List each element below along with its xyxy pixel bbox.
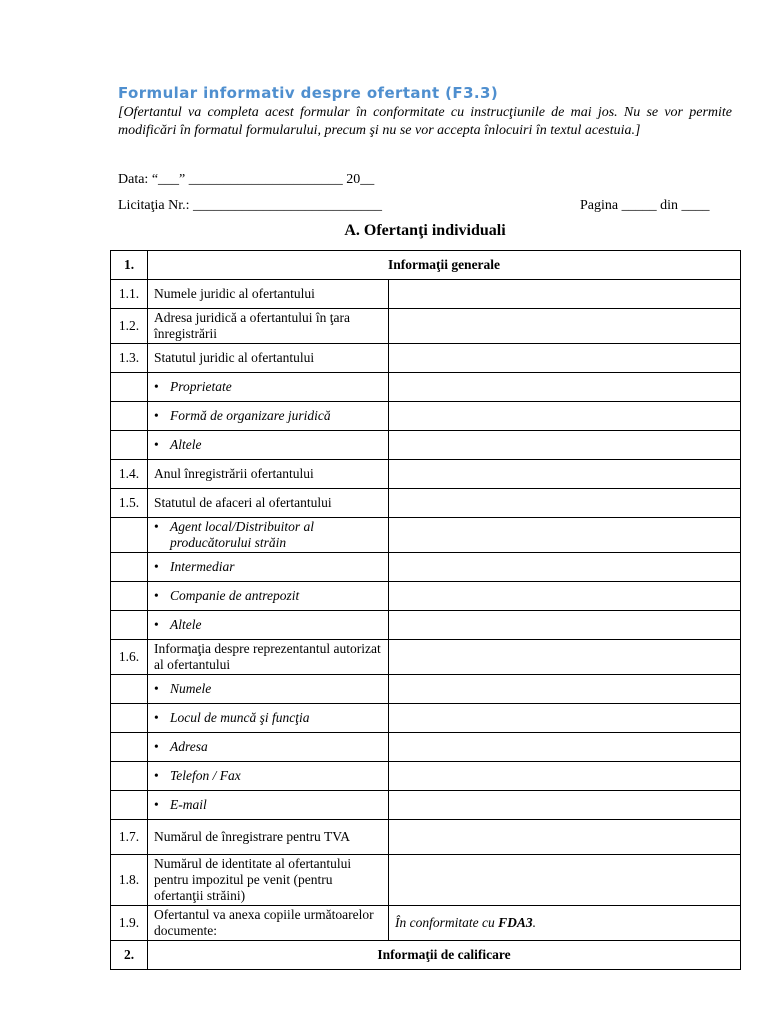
table-row (111, 640, 741, 675)
table-row (111, 762, 741, 791)
section-heading: A. Ofertanţi individuali (344, 222, 506, 239)
table-row (111, 675, 741, 704)
header-title: Informaţii generale (148, 251, 741, 280)
table-row (111, 906, 741, 941)
row-number: 1.9. (111, 906, 148, 941)
list-item: • Locul de muncă şi funcţia (148, 704, 389, 733)
table-row (111, 280, 741, 309)
list-item: • Telefon / Fax (148, 762, 389, 791)
header-number: 1. (111, 251, 148, 280)
value-cell[interactable] (389, 704, 741, 733)
table-row (111, 460, 741, 489)
table-row (111, 373, 741, 402)
header-title: Informaţii de calificare (148, 941, 741, 970)
row-label: Numărul de identitate al ofertantului pentru impozitul pe venit (pentru ofertanţii străini) (148, 855, 389, 906)
form-title: Formular informativ despre ofertant (F3.3) (118, 84, 499, 102)
list-item: • Proprietate (148, 373, 389, 402)
value-cell[interactable] (389, 431, 741, 460)
table-row (111, 820, 741, 855)
row-number: 1.4. (111, 460, 148, 489)
value-cell[interactable] (389, 675, 741, 704)
value-cell[interactable] (389, 373, 741, 402)
list-item: • Altele (148, 611, 389, 640)
row-label: Ofertantul va anexa copiile următoarelor documente: (148, 906, 389, 941)
row-label: Informaţia despre reprezentantul autorizat al ofertantului (148, 640, 389, 675)
list-item: • Adresa (148, 733, 389, 762)
row-number: 1.7. (111, 820, 148, 855)
page-number-line: Pagina _____ din ____ (580, 198, 710, 213)
form-instructions: [Ofertantul va completa acest formular în conformitate cu instrucţiunile de mai jos. Nu se vor permite modificări în formatul formularului, precum şi nu se vor accepta înlocuiri în textul acestuia.] (118, 105, 732, 138)
row-number: 1.5. (111, 489, 148, 518)
tender-number-line: Licitaţia Nr.: ___________________________ (118, 198, 383, 213)
table-row (111, 611, 741, 640)
row-number: 1.6. (111, 640, 148, 675)
table-row (111, 582, 741, 611)
list-item: • Altele (148, 431, 389, 460)
list-item: • Formă de organizare juridică (148, 402, 389, 431)
table-row (111, 704, 741, 733)
row-label: Adresa juridică a ofertantului în ţara înregistrării (148, 309, 389, 344)
row-number: 1.3. (111, 344, 148, 373)
value-cell[interactable] (389, 762, 741, 791)
value-cell[interactable] (389, 402, 741, 431)
list-item: • Intermediar (148, 553, 389, 582)
row-label: Anul înregistrării ofertantului (148, 460, 389, 489)
table-row (111, 733, 741, 762)
date-line: Data: “___” ______________________ 20__ (118, 172, 375, 187)
value-cell[interactable] (389, 582, 741, 611)
list-item: • Numele (148, 675, 389, 704)
table-row (111, 402, 741, 431)
table-row (111, 791, 741, 820)
value-cell[interactable] (389, 460, 741, 489)
row-number: 1.2. (111, 309, 148, 344)
value-cell[interactable] (389, 280, 741, 309)
value-cell[interactable] (389, 791, 741, 820)
list-item: • Agent local/Distribuitor al producătorului străin (148, 518, 389, 553)
header-number: 2. (111, 941, 148, 970)
table-header-row (111, 251, 741, 280)
value-cell[interactable] (389, 733, 741, 762)
value-cell[interactable] (389, 553, 741, 582)
table-row (111, 553, 741, 582)
value-cell: În conformitate cu FDA3. (389, 906, 741, 941)
row-number: 1.8. (111, 855, 148, 906)
row-number: 1.1. (111, 280, 148, 309)
table-row (111, 344, 741, 373)
table-row (111, 855, 741, 906)
value-cell[interactable] (389, 344, 741, 373)
list-item: • E-mail (148, 791, 389, 820)
value-cell[interactable] (389, 820, 741, 855)
table-row (111, 518, 741, 553)
table-row (111, 489, 741, 518)
value-cell[interactable] (389, 855, 741, 906)
value-cell[interactable] (389, 489, 741, 518)
row-label: Statutul juridic al ofertantului (148, 344, 389, 373)
value-cell[interactable] (389, 640, 741, 675)
table-row (111, 309, 741, 344)
table-header-row (111, 941, 741, 970)
bidder-info-table (110, 250, 741, 970)
row-label: Statutul de afaceri al ofertantului (148, 489, 389, 518)
value-cell[interactable] (389, 611, 741, 640)
value-cell[interactable] (389, 518, 741, 553)
row-label: Numărul de înregistrare pentru TVA (148, 820, 389, 855)
value-cell[interactable] (389, 309, 741, 344)
table-row (111, 431, 741, 460)
row-label: Numele juridic al ofertantului (148, 280, 389, 309)
list-item: • Companie de antrepozit (148, 582, 389, 611)
